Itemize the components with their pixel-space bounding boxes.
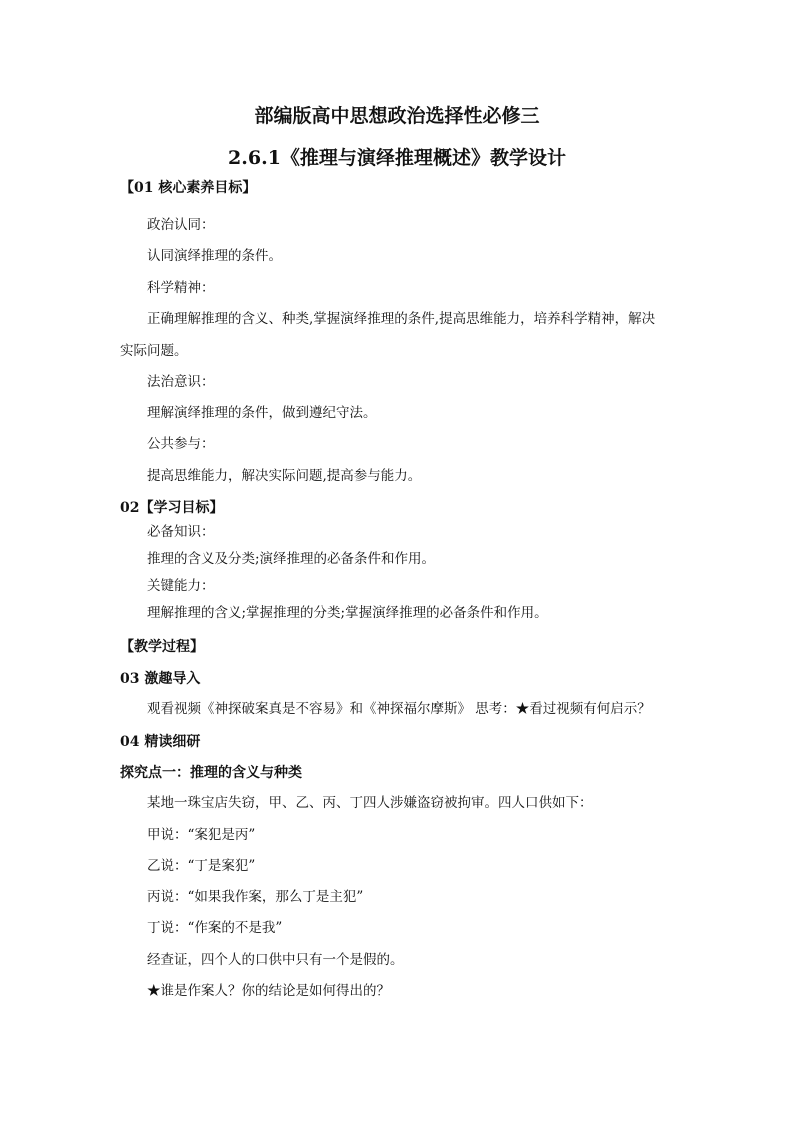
learning-label-ability: 关键能力： (147, 578, 215, 594)
heading-intro: 03 激趣导入 (120, 671, 201, 687)
doc-subtitle: 2.6.1《推理与演绎推理概述》教学设计 (228, 147, 566, 169)
testimony-jia: 甲说：“案犯是丙” (147, 827, 256, 843)
learning-label-knowledge: 必备知识： (147, 524, 215, 540)
verification-text: 经查证，四个人的口供中只有一个是假的。 (147, 952, 404, 968)
question-text: ★谁是作案人？你的结论是如何得出的？ (147, 983, 390, 999)
goal-text-law: 理解演绎推理的条件，做到遵纪守法。 (147, 405, 377, 421)
testimony-bing: 丙说：“如果我作案，那么丁是主犯” (147, 889, 364, 905)
doc-title: 部编版高中思想政治选择性必修三 (254, 105, 540, 127)
learning-text-ability: 理解推理的含义;掌握推理的分类;掌握演绎推理的必备条件和作用。 (147, 605, 548, 621)
testimony-ding: 丁说：“作案的不是我” (147, 920, 283, 936)
learning-text-knowledge: 推理的含义及分类;演绎推理的必备条件和作用。 (147, 551, 436, 567)
subheading-inquiry-1: 探究点一：推理的含义与种类 (120, 765, 302, 781)
goal-text-science-cont: 实际问题。 (120, 343, 188, 359)
goal-text-science: 正确理解推理的含义、种类,掌握演绎推理的条件,提高思维能力，培养科学精神，解决 (147, 311, 656, 327)
goal-text-participation: 提高思维能力，解决实际问题,提高参与能力。 (147, 468, 422, 484)
goal-text-political: 认同演绎推理的条件。 (147, 248, 282, 264)
case-description: 某地一珠宝店失窃，甲、乙、丙、丁四人涉嫌盗窃被拘审。四人口供如下： (147, 795, 593, 811)
goal-label-law: 法治意识： (147, 374, 215, 390)
goal-label-participation: 公共参与： (147, 436, 215, 452)
heading-teaching-process: 【教学过程】 (120, 639, 204, 655)
goal-label-political: 政治认同： (147, 217, 215, 233)
testimony-yi: 乙说：“丁是案犯” (147, 858, 256, 874)
goal-label-science: 科学精神： (147, 280, 215, 296)
heading-close-reading: 04 精读细研 (120, 734, 201, 750)
heading-learning-goals: 02【学习目标】 (120, 500, 224, 516)
intro-text: 观看视频《神探破案真是不容易》和《神探福尔摩斯》 思考：★看过视频有何启示？ (147, 701, 651, 717)
heading-core-goals: 【01 核心素养目标】 (120, 180, 257, 196)
